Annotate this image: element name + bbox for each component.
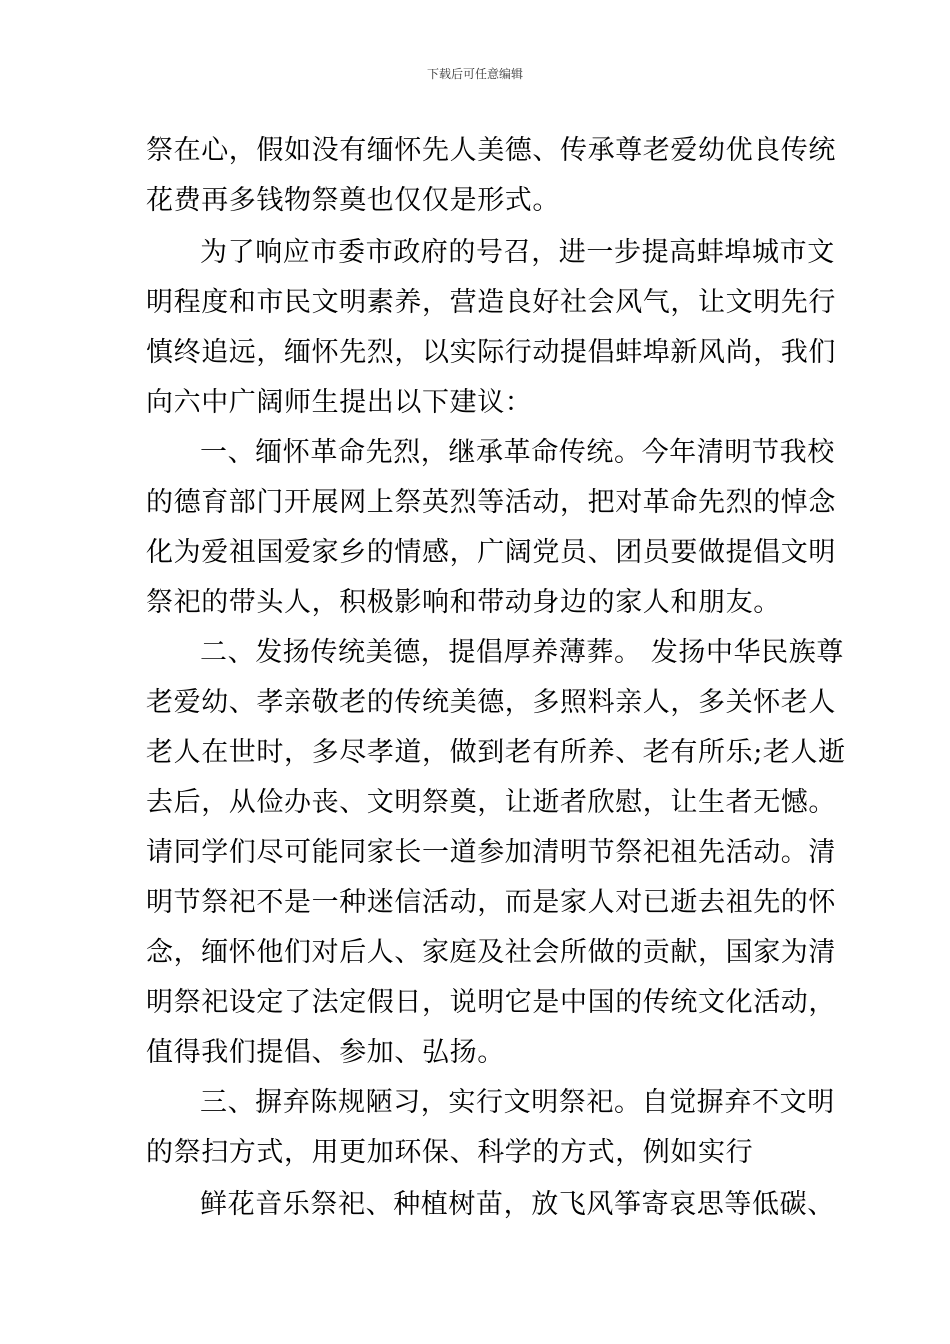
paragraph-first-line: 二、发扬传统美德，提倡厚养薄葬。 发扬中华民族尊 xyxy=(200,637,844,668)
text-line: 老爱幼、孝亲敬老的传统美德，多照料亲人，多关怀老人 xyxy=(146,687,836,718)
text-line: 明节祭祀不是一种迷信活动，而是家人对已逝去祖先的怀 xyxy=(146,887,836,918)
paragraph-first-line: 鲜花音乐祭祀、种植树苗，放飞风筝寄哀思等低碳、 xyxy=(200,1189,835,1220)
paragraph-first-line: 一、缅怀革命先烈，继承革命传统。今年清明节我校 xyxy=(200,437,835,468)
text-line: 慎终追远，缅怀先烈，以实际行动提倡蚌埠新风尚，我们 xyxy=(146,337,836,368)
text-line: 明祭祀设定了法定假日，说明它是中国的传统文化活动， xyxy=(146,987,836,1018)
text-line: 化为爱祖国爱家乡的情感，广阔党员、团员要做提倡文明 xyxy=(146,537,836,568)
page-header: 下载后可任意编辑 xyxy=(426,67,523,81)
text-line: 去后，从俭办丧、文明祭奠，让逝者欣慰，让生者无憾。 xyxy=(146,787,836,818)
text-line: 祭祀的带头人，积极影响和带动身边的家人和朋友。 xyxy=(146,587,781,618)
text-line: 请同学们尽可能同家长一道参加清明节祭祀祖先活动。清 xyxy=(146,837,836,868)
text-line: 祭在心，假如没有缅怀先人美德、传承尊老爱幼优良传统 xyxy=(146,135,836,166)
text-line: 向六中广阔师生提出以下建议： xyxy=(146,387,533,418)
paragraph-first-line: 为了响应市委市政府的号召，进一步提高蚌埠城市文 xyxy=(200,237,835,268)
text-line: 值得我们提倡、参加、弘扬。 xyxy=(146,1037,505,1068)
text-line: 的德育部门开展网上祭英烈等活动，把对革命先烈的悼念 xyxy=(146,487,836,518)
text-line: 花费再多钱物祭奠也仅仅是形式。 xyxy=(146,185,560,216)
document-body xyxy=(146,126,846,1230)
paragraph-first-line: 三、摒弃陈规陋习，实行文明祭祀。自觉摒弃不文明 xyxy=(200,1087,835,1118)
text-line: 明程度和市民文明素养，营造良好社会风气，让文明先行 xyxy=(146,287,836,318)
text-line: 的祭扫方式，用更加环保、科学的方式，例如实行 xyxy=(146,1137,754,1168)
text-line: 念，缅怀他们对后人、家庭及社会所做的贡献，国家为清 xyxy=(146,937,836,968)
text-line: 老人在世时，多尽孝道，做到老有所养、老有所乐;老人逝 xyxy=(146,737,846,768)
